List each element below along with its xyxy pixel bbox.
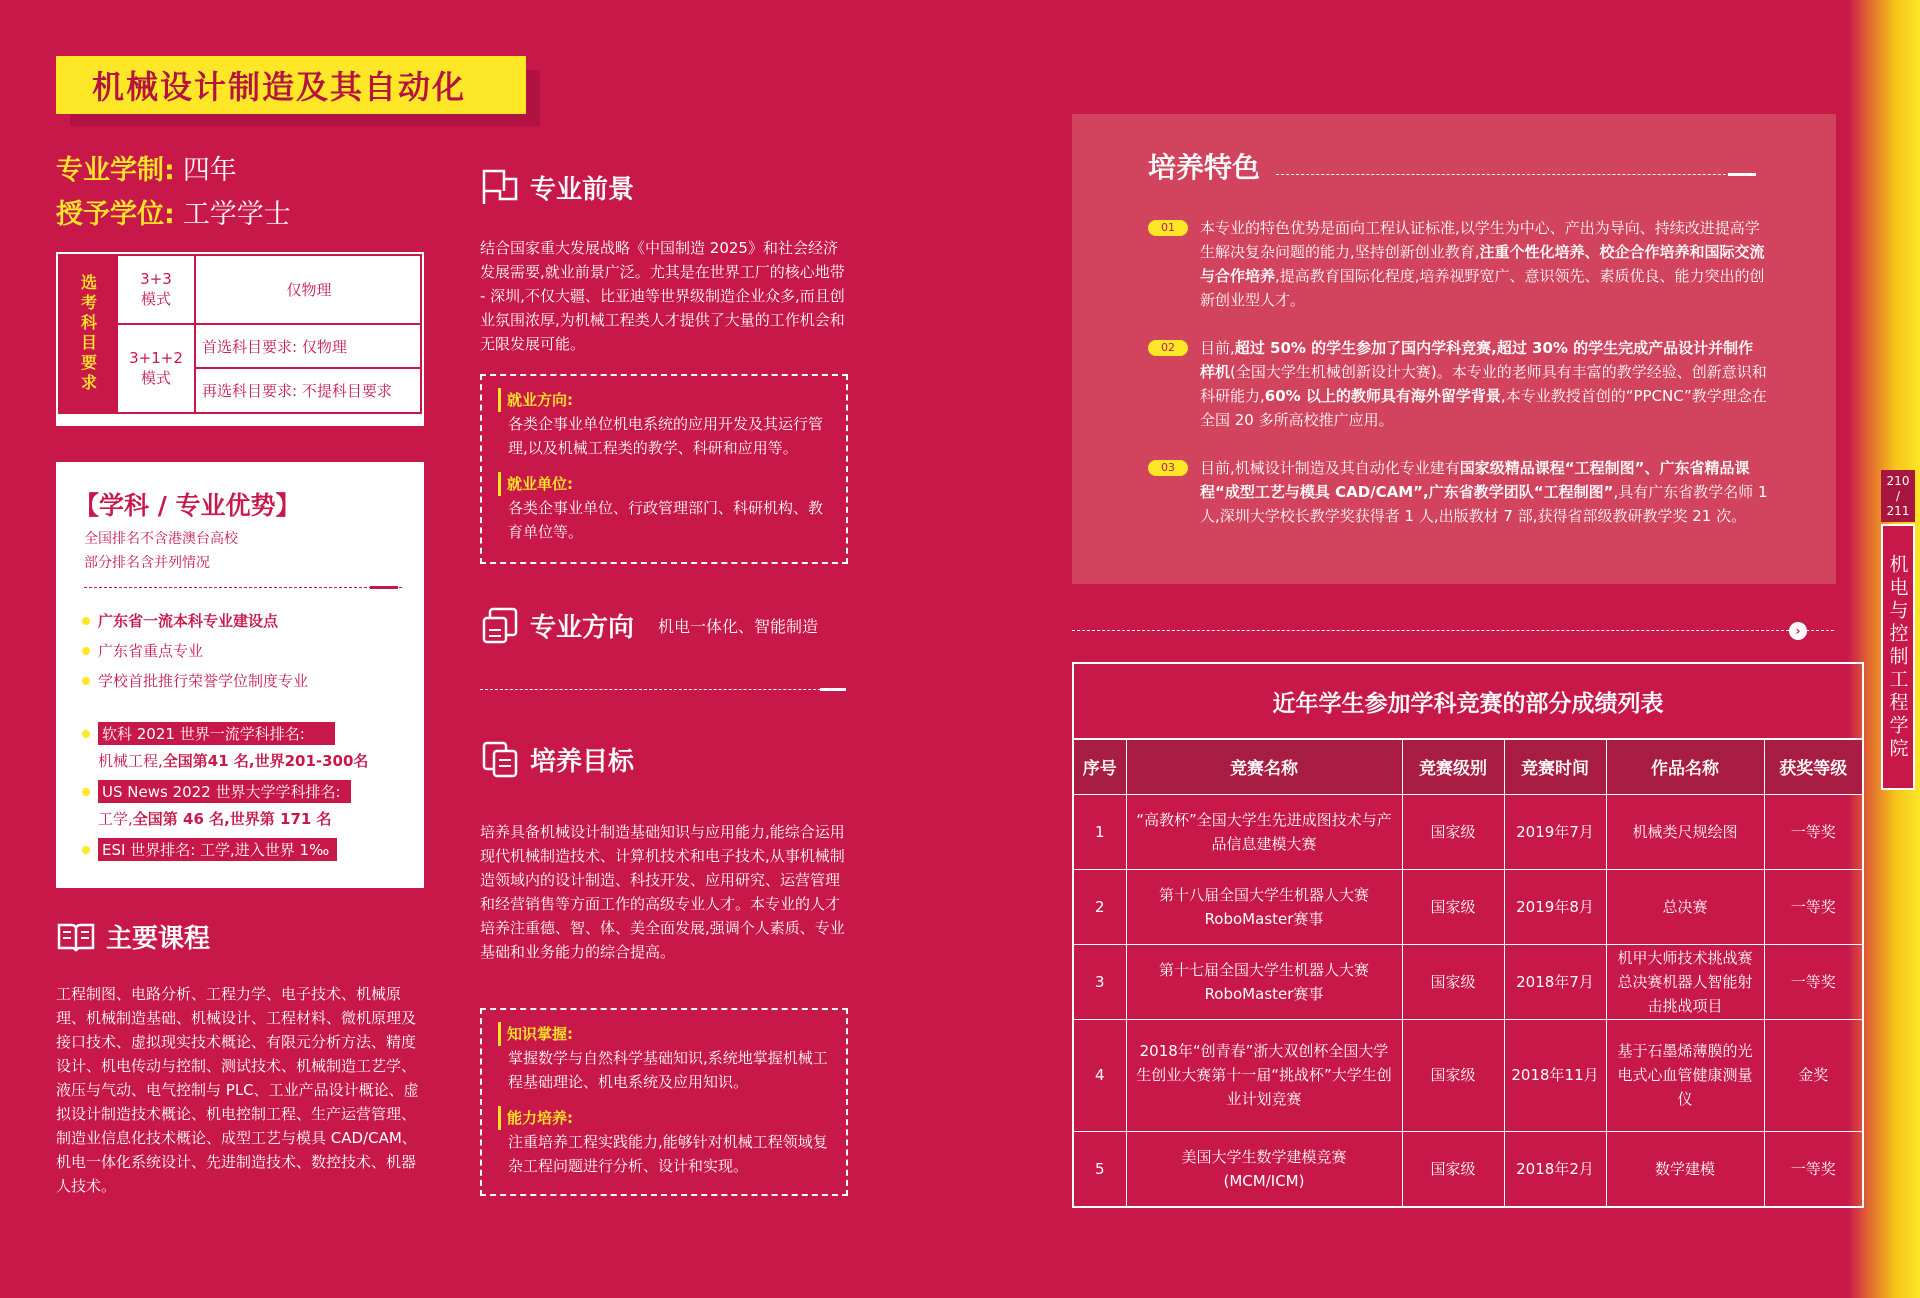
advantage-item: US News 2022 世界大学学科排名: [82,780,351,803]
table-cell: 2018年2月 [1504,1131,1606,1206]
employment-box [480,374,848,564]
column-header: 序号 [1074,740,1126,794]
table-cell: 国家级 [1402,1019,1504,1131]
advantages-title: 【学科 / 专业优势】 [74,491,301,520]
goal-text: 培养具备机械设计制造基础知识与应用能力,能综合运用现代机械制造技术、计算机技术和电子技术,从事机械制造领域内的设计制造、科技开发、应用研究、运营管理和经营销售等方面工作的高级专业人才。本专业的人才培养注重德、智、体、美全面发展,强调个人素质、专业基础和业务能力的综合提高。 [480,823,845,961]
table-cell: 国家级 [1402,794,1504,869]
page-number: 210 / 211 [1881,470,1915,522]
mode1-requirement: 仅物理 [286,281,332,299]
knowledge-text: 掌握数学与自然科学基础知识,系统地掌握机械工程基础理论、机电系统及应用知识。 [508,1049,828,1091]
features-panel [1072,114,1836,584]
table-row [1074,1019,1862,1131]
direction-value: 机电一体化、智能制造 [658,616,819,636]
mode1-label: 3+3 模式 [140,270,172,308]
mode2-second-requirement: 再选科目要求: 不提科目要求 [202,382,392,400]
mode2-first-requirement: 首选科目要求: 仅物理 [202,337,347,356]
table-cell: 2018年11月 [1504,1019,1606,1131]
advantages-card [56,462,424,888]
divider [480,689,846,690]
table-header-row [1074,740,1862,794]
table-cell: 一等奖 [1764,1131,1862,1206]
table-row [1074,944,1862,1019]
feature-item: 02 目前,超过 50% 的学生参加了国内学科竞赛,超过 30% 的学生完成产品设计并制作样机(全国大学生机械创新设计大赛)。本专业的老师具有丰富的教学经验、创新意识和科研能力,60% 以上的教师具有海外留学背景,本专业教授首创的“PPCNC”教学理念在全国 20 多所高校推广应用。 [1148,336,1768,432]
employment-unit-label: 就业单位: [498,472,830,496]
table-cell: 第十七届全国大学生机器人大赛 RoboMaster赛事 [1126,944,1402,1019]
courses-text: 工程制图、电路分析、工程力学、电子技术、机械原理、机械制造基础、机械设计、工程材料、微机原理及接口技术、虚拟现实技术概论、有限元分析方法、精度设计、机电传动与控制、测试技术、机械制造工艺学、液压与气动、电气控制与 PLC、工业产品设计概论、虚拟设计制造技术概论、机电控制工程、生产运营管理、制造业信息化技术概论、成型工艺与模具 CAD/CAM、机电一体化系统设计、先进制造技术、数控技术、机器人技术。 [56,985,419,1195]
advantage-item: 广东省重点专业 [82,640,203,661]
prospect-heading [480,168,634,206]
page-title: 机械设计制造及其自动化 [56,56,526,114]
employment-direction-text: 各类企事业单位机电系统的应用开发及其运行管理,以及机械工程类的教学、科研和应用等。 [508,415,824,457]
mode2-label: 3+1+2 模式 [129,349,183,387]
table-row [1074,869,1862,944]
prospect-title: 专业前景 [530,174,635,205]
book-icon [56,920,96,954]
feature-item: 03 目前,机械设计制造及其自动化专业建有国家级精品课程“工程制图”、广东省精品课程“成型工艺与模具 CAD/CAM”,广东省教学团队“工程制图”,具有广东省教学名师 1 人,深圳大学校长教学奖获得者 1 人,出版教材 7 部,获得省部级教研教学奖 21 次。 [1148,456,1768,528]
direction-heading [480,606,818,644]
table-cell: 国家级 [1402,944,1504,1019]
divider [84,587,402,588]
table-cell: “高教杯”全国大学生先进成图技术与产品信息建模大赛 [1126,794,1402,869]
advantage-item: 学校首批推行荣誉学位制度专业 [82,670,308,691]
divider [1072,630,1834,631]
degree-value: 工学学士 [182,199,291,230]
table-cell: 一等奖 [1764,869,1862,944]
column-header: 竞赛级别 [1402,740,1504,794]
table-cell: 机甲大师技术挑战赛总决赛机器人智能射击挑战项目 [1606,944,1764,1019]
table-row [1074,1131,1862,1206]
table-cell: 2019年7月 [1504,794,1606,869]
table-cell: 美国大学生数学建模竞赛 (MCM/ICM) [1126,1131,1402,1206]
advantage-item: ESI 世界排名: 工学,进入世界 1‰ [82,838,337,861]
feature-number-badge: 03 [1148,460,1188,476]
goal-box [480,1008,848,1196]
table-cell: 4 [1074,1019,1126,1131]
employment-unit-text: 各类企事业单位、行政管理部门、科研机构、教育单位等。 [508,499,824,541]
documents-icon [480,740,520,778]
ability-label: 能力培养: [498,1106,830,1130]
results-table [1072,662,1864,1208]
subject-requirement-table [56,252,424,426]
flag-icon [480,168,520,206]
degree-label: 授予学位: [56,199,175,230]
column-header: 竞赛时间 [1504,740,1606,794]
table-cell: 一等奖 [1764,944,1862,1019]
table-cell: 2018年“创青春”浙大双创杯全国大学生创业大赛第十一届“挑战杯”大学生创业计划竞赛 [1126,1019,1402,1131]
advantages-note-1: 全国排名不含港澳台高校 [84,531,238,547]
table-cell: 一等奖 [1764,794,1862,869]
courses-title: 主要课程 [106,924,211,954]
degree-row [56,192,291,231]
subject-label: 选考科目要求 [60,256,116,412]
knowledge-label: 知识掌握: [498,1022,830,1046]
chevron-right-icon: › [1789,622,1807,640]
duration-row [56,148,237,187]
table-cell: 2018年7月 [1504,944,1606,1019]
duration-label: 专业学制: [56,155,175,186]
employment-direction-label: 就业方向: [498,388,830,412]
table-cell: 总决赛 [1606,869,1764,944]
college-side-tab: 机电与控制工程学院 [1881,524,1915,790]
courses-heading [56,918,210,955]
duration-value: 四年 [182,155,237,186]
direction-title: 专业方向 [530,612,635,643]
column-header: 竞赛名称 [1126,740,1402,794]
feature-number-badge: 02 [1148,340,1188,356]
results-title: 近年学生参加学科竞赛的部分成绩列表 [1074,664,1862,740]
feature-item: 01 本专业的特色优势是面向工程认证标准,以学生为中心、产出为导向、持续改进提高学生解决复杂问题的能力,坚持创新创业教育,注重个性化培养、校企合作培养和国际交流与合作培养,提高教育国际化程度,培养视野宽广、意识领先、素质优良、能力突出的创新创业型人才。 [1148,216,1768,312]
table-cell: 2019年8月 [1504,869,1606,944]
column-header: 获奖等级 [1764,740,1862,794]
table-cell: 数学建模 [1606,1131,1764,1206]
prospect-text: 结合国家重大发展战略《中国制造 2025》和社会经济发展需要,就业前景广泛。尤其是在世界工厂的核心地带 - 深圳,不仅大疆、比亚迪等世界级制造企业众多,而且创业氛围浓厚,为机械工程类人才提供了大量的工作机会和无限发展可能。 [480,239,845,353]
table-cell: 1 [1074,794,1126,869]
advantage-item-detail: 机械工程, 全国第41 名,世界201-300名 [98,752,369,770]
table-cell: 2 [1074,869,1126,944]
features-title: 培养特色 [1148,151,1261,184]
advantages-note-2: 部分排名含并列情况 [84,555,210,571]
advantage-item: 广东省一流本科专业建设点 [82,610,278,631]
table-cell: 机械类尺规绘图 [1606,794,1764,869]
table-cell: 国家级 [1402,1131,1504,1206]
table-row [1074,794,1862,869]
advantage-item-detail: 工学, 全国第 46 名,世界第 171 名 [98,810,332,828]
column-header: 作品名称 [1606,740,1764,794]
table-cell: 金奖 [1764,1019,1862,1131]
feature-number-badge: 01 [1148,220,1188,236]
table-cell: 基于石墨烯薄膜的光电式心血管健康测量仪 [1606,1019,1764,1131]
table-cell: 3 [1074,944,1126,1019]
table-cell: 国家级 [1402,869,1504,944]
advantage-item: 软科 2021 世界一流学科排名: [82,722,335,745]
ability-text: 注重培养工程实践能力,能够针对机械工程领域复杂工程问题进行分析、设计和实现。 [508,1133,828,1175]
table-cell: 第十八届全国大学生机器人大赛 RoboMaster赛事 [1126,869,1402,944]
table-cell: 5 [1074,1131,1126,1206]
goal-heading [480,740,634,778]
cards-icon [480,606,520,644]
goal-title: 培养目标 [530,746,635,777]
